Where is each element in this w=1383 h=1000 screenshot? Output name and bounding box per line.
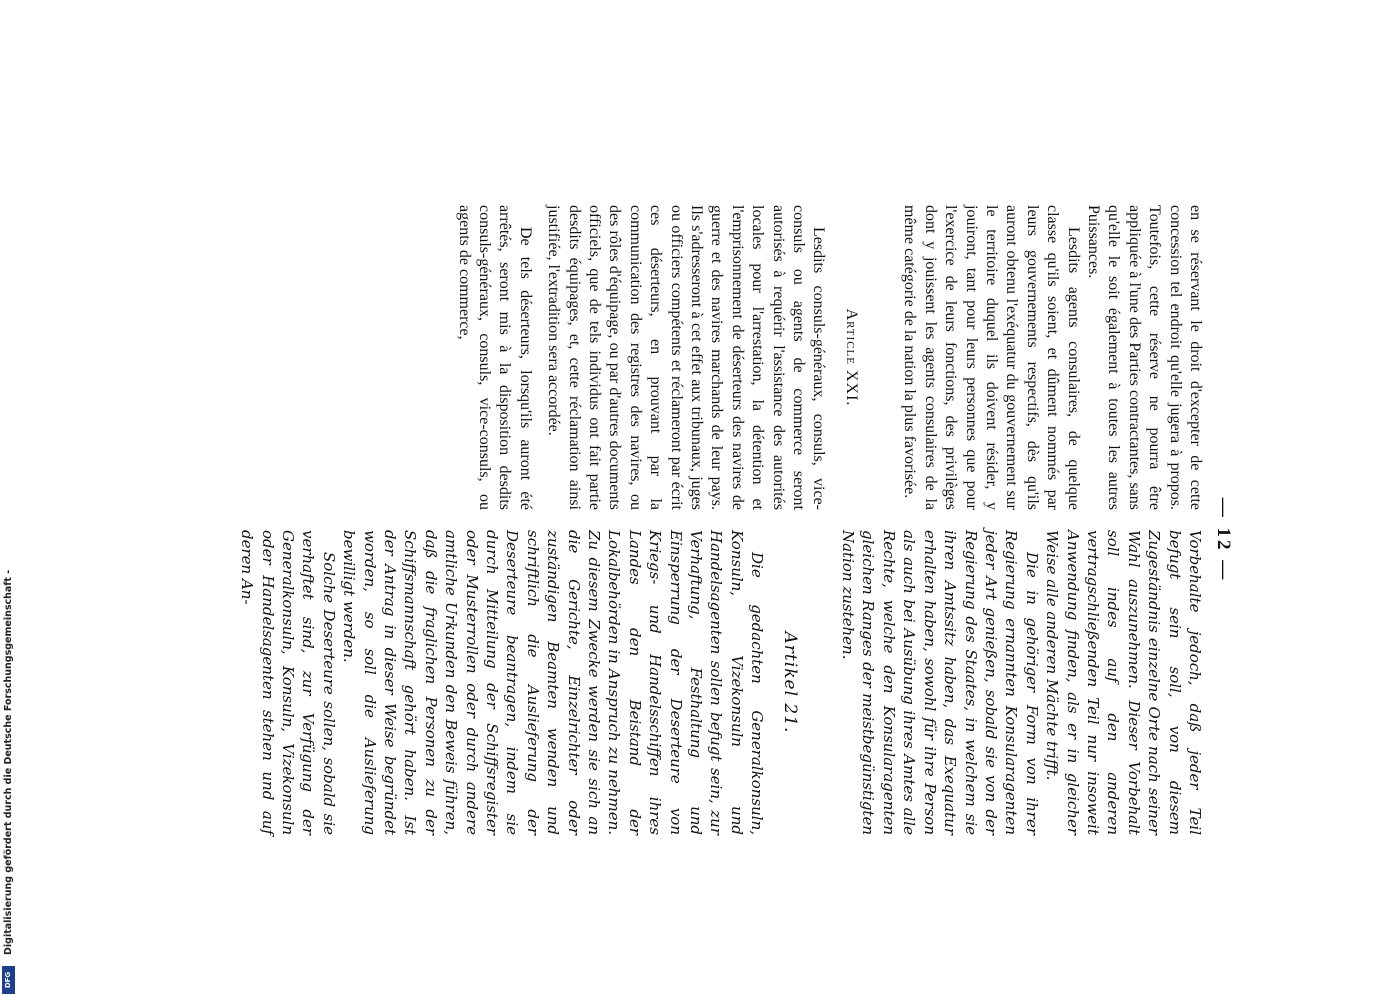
- german-paragraph-3: Die gedachten Generalkonsuln, Konsuln, Vizekonsuln und Handelsagenten sollen befugt sein, zur Verhaftung, Festhaltung und Einsperrung der Deserteure von Kriegs- und Handelsschiffen ihres Landes den Beistand der Lokalbehörden in Anspruch zu nehmen. Zu diesem Zwecke werden sie sich an die Gerichte, Einzelrichter oder zuständigen Beamten wenden und schriftlich die Auslieferung der Deserteure beantragen, indem sie durch Mitteilung der Schiffsregister oder Musterrollen oder durch andere amtliche Urkunden den Beweis führen, daß die fraglichen Personen zu der Schiffsmannschaft gehört haben. Ist der Antrag in dieser Weise begründet worden, so soll die Auslieferung bewilligt werden.: [340, 530, 767, 835]
- french-column: [453, 205, 1205, 510]
- french-paragraph-3: Lesdits consuls-généraux, consuls, vice-consuls ou agents de commerce seront autorisés à requérir l'assistance des autorités locales pour l'arrestation, la détention et l'emprisonnement de déserteurs des navires de guerre et des navires marchands de leur pays. Ils s'adresseront à cet effet aux tribunaux, juges ou officiers compétents et réclameront par écrit ces déserteurs, en prouvant par la communication des registres des navires, ou des rôles d'équipage, ou par d'autres documents officiels, que de tels individus ont fait partie desdits équipages, et, cette réclamation ainsi justifiée, l'extradition sera accordée.: [545, 205, 828, 510]
- digitization-note-text: Digitalisierung gefördert durch die Deutsche Forschungsgemeinschaft -: [3, 569, 14, 955]
- digitization-note: [1, 569, 17, 1000]
- dfg-logo-text: DFG: [4, 971, 13, 989]
- rotated-page: [235, 0, 1235, 1000]
- german-paragraph-1: Vorbehalte jedoch, daß jeder Teil befugt sein soll, von diesem Zugeständnis einzelne Orte nach seiner Wahl auszunehmen. Dieser Vorbehalt soll indes auf den anderen vertragschließenden Teil nur insoweit Anwendung finden, als er in gleicher Weise alle anderen Mächte trifft.: [1043, 530, 1204, 835]
- dfg-logo-icon: [2, 966, 15, 994]
- french-paragraph-2: Lesdits agents consulaires, de quelque classe qu'ils soient, et dûment nommés par leurs gouvernements respectifs, dès qu'ils auront obtenu l'exéquatur du gouvernement sur le territoire duquel ils doivent résider, y jouiront, tant pour leurs personnes que pour l'exercice de leurs fonctions, des privilèges dont y jouissent les agents consulaires de la même catégorie de la nation la plus favorisée.: [901, 205, 1082, 510]
- french-article-heading: Article XXI.: [842, 308, 860, 407]
- german-paragraph-4: Solche Deserteure sollen, sobald sie verhaftet sind, zur Verfügung der Generalkonsuln, Konsuln, Vizekonsuln oder Handelsagenten stehen und auf deren An-: [238, 530, 338, 835]
- german-article-heading: Artikel 21.: [779, 631, 800, 734]
- french-paragraph-4: De tels déserteurs, lorsqu'ils auront été arrêtés, seront mis à la disposition desdits consuls-généraux, consuls, vice-consuls, ou agents de commerce,: [455, 205, 534, 510]
- german-paragraph-2: Die in gehöriger Form von ihrer Regierung ernannten Konsularagenten jeder Art genießen, sobald sie von der Regierung des Staates, in welchem sie ihren Amtssitz haben, das Exequatur erhalten haben, sowohl für ihre Person als auch bei Ausübung ihres Amtes alle Rechte, welche den Konsularagenten gleichen Ranges der meistbegünstigten Nation zustehen.: [839, 530, 1041, 835]
- page-number: — 12 —: [1213, 497, 1234, 583]
- french-paragraph-1: en se réservant le droit d'excepter de cette concession tel endroit qu'elle jugera à propos. Toutefois, cette réserve ne pourra être appliquée à l'une des Parties contractantes, sans qu'elle le soit également à toutes les autres Puissances.: [1084, 205, 1204, 510]
- german-column: [237, 530, 1205, 835]
